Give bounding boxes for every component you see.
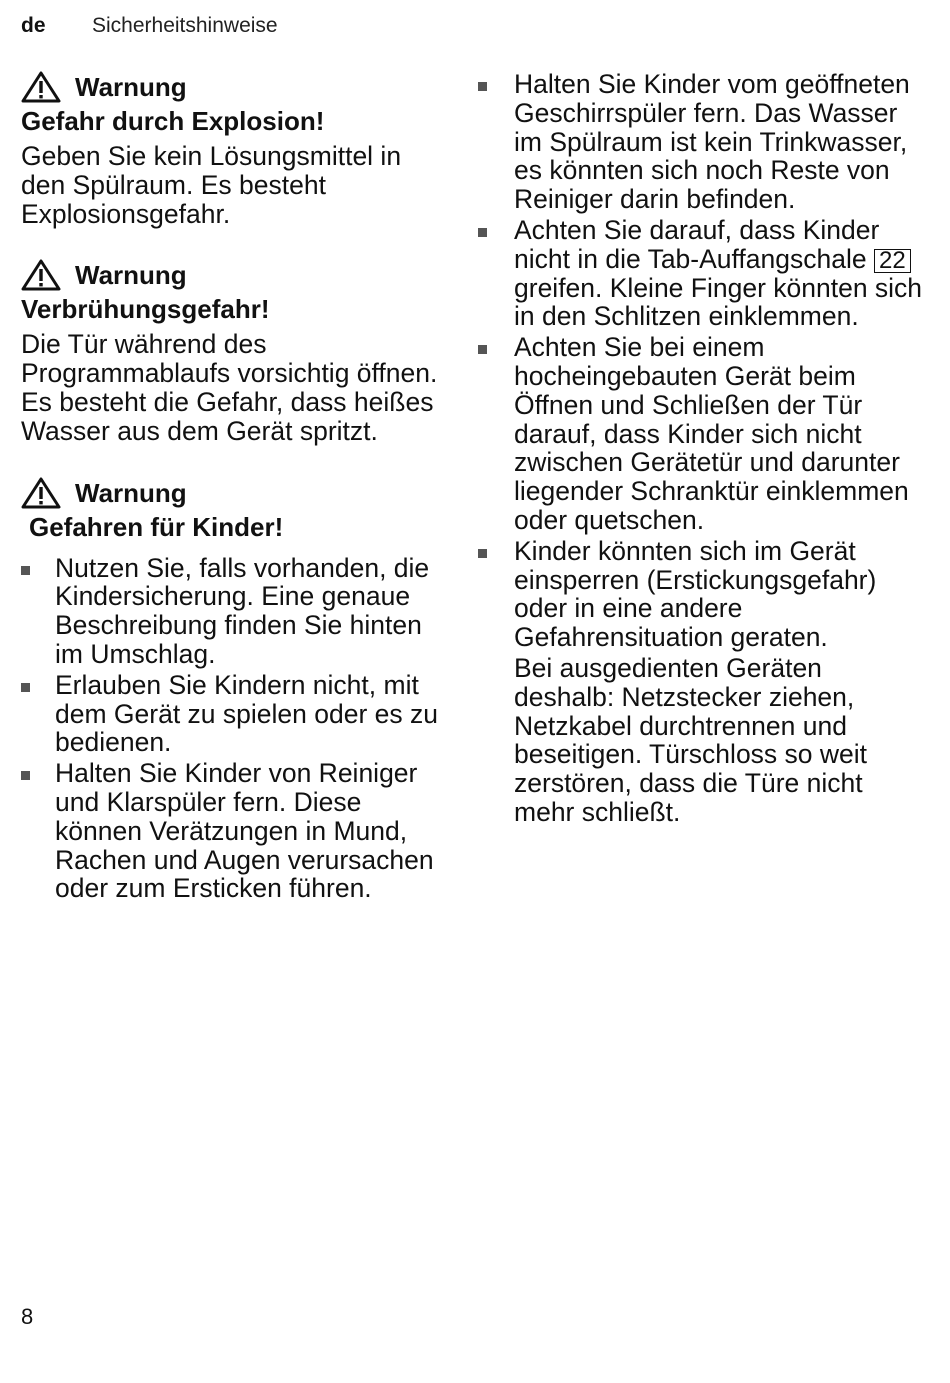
list-item: Achten Sie darauf, dass Kinder nicht in die Tab-Auffangschale 22 greifen. Kleine Finger könnten sich in den Schlitzen einklemmen. — [478, 216, 928, 331]
list-item: Kinder könnten sich im Gerät einsperren (Erstickungsgefahr) oder in eine andere Gefahrensituation geraten. Bei ausgedienten Geräten deshalb: Netzstecker ziehen, Netzkabel durchtrennen und beseitigen. Türschloss so weit zerstören, dass die Türe nicht mehr schließt. — [478, 537, 928, 827]
list-item: Halten Sie Kinder vom geöffneten Geschirrspüler fern. Das Wasser im Spülraum ist kein Trinkwasser, es könnten sich noch Reste von Reiniger darin befinden. — [478, 70, 928, 214]
list-item: Halten Sie Kinder von Reiniger und Klarspüler fern. Diese können Verätzungen in Mund, Rachen und Augen verursachen oder zum Ersticken führen. — [21, 759, 441, 903]
left-column — [21, 70, 441, 933]
bullet-square-icon — [478, 82, 487, 91]
bullet-list — [478, 70, 928, 827]
list-item: Erlauben Sie Kindern nicht, mit dem Gerät zu spielen oder es zu bedienen. — [21, 671, 441, 757]
warning-explosion — [21, 70, 441, 228]
warning-triangle-icon — [21, 259, 61, 291]
bullet-square-icon — [21, 566, 30, 575]
page-number: 8 — [21, 1304, 34, 1329]
warning-label: Warnung — [75, 477, 187, 508]
warning-title: Gefahren für Kinder! — [29, 511, 284, 542]
reference-number-box: 22 — [874, 249, 911, 273]
language-code: de — [21, 14, 46, 37]
list-item: Achten Sie bei einem hocheingebauten Gerät beim Öffnen und Schließen der Tür darauf, dass Kinder sich nicht zwischen Gerätetür und darunter liegender Schranktür einklemmen oder quetschen. — [478, 333, 928, 535]
warning-text: Die Tür während des Programmablaufs vorsichtig öffnen. Es besteht die Gefahr, dass heißes Wasser aus dem Gerät spritzt. — [21, 329, 438, 446]
continuation-text: Bei ausgedienten Geräten deshalb: Netzstecker ziehen, Netzkabel durchtrennen und beseitigen. Türschloss so weit zerstören, dass die Türe nicht mehr schließt. — [514, 652, 868, 827]
right-column — [478, 70, 928, 829]
bullet-square-icon — [21, 771, 30, 780]
warning-title: Verbrühungsgefahr! — [21, 294, 270, 325]
list-item: Nutzen Sie, falls vorhanden, die Kindersicherung. Eine genaue Beschreibung finden Sie hinten im Umschlag. — [21, 554, 441, 669]
section-title: Sicherheitshinweise — [92, 14, 278, 37]
warning-children — [21, 476, 441, 904]
warning-heading — [21, 70, 441, 104]
warning-label: Warnung — [75, 260, 187, 291]
bullet-square-icon — [21, 683, 30, 692]
warning-label: Warnung — [75, 72, 187, 102]
bullet-square-icon — [478, 228, 487, 237]
warning-scalding — [21, 258, 441, 445]
warning-triangle-icon — [21, 477, 61, 509]
bullet-square-icon — [478, 345, 487, 354]
warning-title: Gefahr durch Explosion! — [21, 106, 325, 136]
bullet-square-icon — [478, 549, 487, 558]
warning-triangle-icon — [21, 71, 61, 103]
warning-heading — [21, 258, 441, 292]
warning-heading — [21, 476, 441, 510]
bullet-list — [21, 554, 441, 904]
warning-text: Geben Sie kein Lösungsmittel in den Spülraum. Es besteht Explosionsgefahr. — [21, 141, 402, 229]
